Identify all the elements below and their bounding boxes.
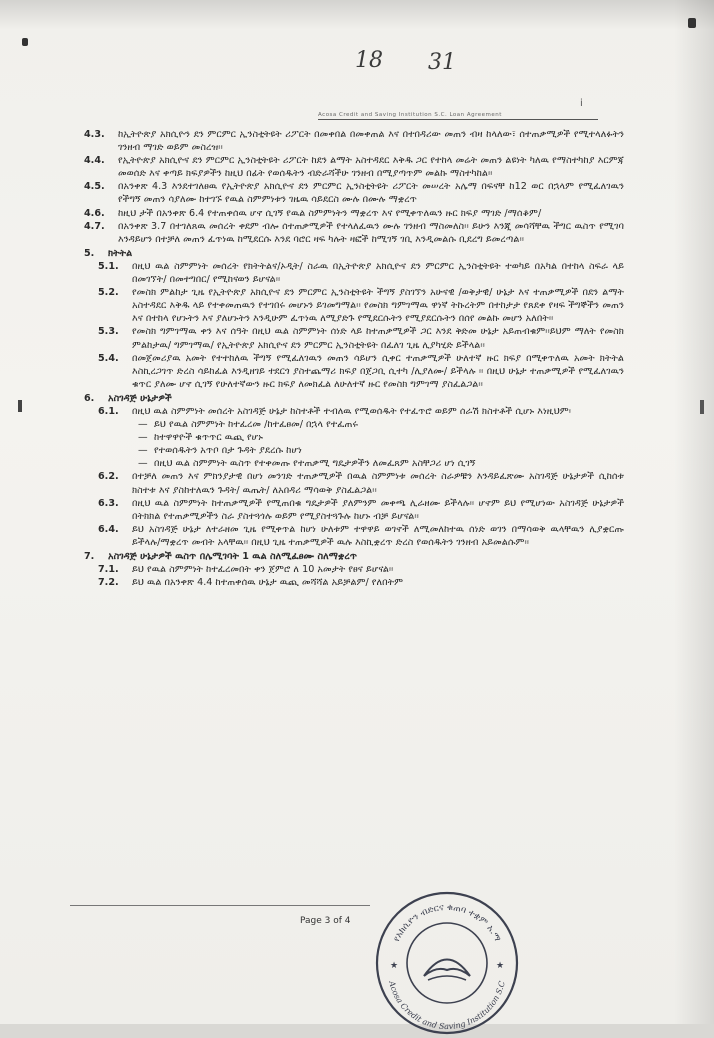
clause-text: በአንቀጽ 4.3 እንደተገለፀዉ የኢትዮጵያ አክሲዮና ደን ምርምር ኢንስቲትዩት ሪፖርት መሠረት አሌማ በፍናቸ ከ12 ወር በኋላም የሚፈለገዉን የችግኝ መጠን ሳያለሙ ከተገኙ የዉል ስምምነቱን ገዜዉ ሳይደርስ ሙሉ በሙሉ ማቋረጥ — [118, 181, 624, 206]
clause-number: 7.2. — [98, 577, 119, 589]
clause-text: የኢትዮጵያ አክሲዮና ደን ምርምር ኢንስቲትዩት ሪፖርት ከደን ልማት አስተዳደር እቅዱ ጋር የተከላ መሬት መጠን ልዩነት ካለዉ የማስተካከያ እርምጃ መወሰድ እና ቀጣይ ክፍያዎችን ከዚህ በፊት የወሰዱትን ብድራሻችሁ ገንዘብ በሚያጣጥም መልኩ ማስተካከል፡፡ — [118, 155, 624, 180]
clause-text: ከዚህ ታች በአንቀጽ 6.4 የተጠቀሰዉ ሆኖ ሲገኝ የዉል ስምምነትን ማቋረጥ እና የሚቀጥለዉን ዙር ክፍያ ማገድ /ማሰቆም/ — [118, 207, 542, 219]
bullet-text: በዚህ ዉል ስምምነት ዉስጥ የተቀመጡ የተጠቃሚ ግዴታዎችን ለመፈጸም አስቸጋሪ ሆነ ሲገኝ — [154, 458, 476, 470]
institution-stamp — [372, 888, 522, 1038]
section-5-heading — [84, 247, 624, 260]
section-number: 6. — [84, 392, 95, 404]
clause-4-3 — [84, 128, 624, 154]
section-title: አስገዳጅ ሁኔታዎች ዉስጥ በሌሚገባት 1 ዉል ስለሚፈፀሙ ስለማቋረጥ — [108, 551, 358, 562]
handwritten-number-left: 18 — [355, 48, 383, 73]
clause-number: 4.6. — [84, 207, 105, 219]
header-marker: i — [580, 98, 583, 109]
clause-list-4 — [84, 128, 624, 246]
bullet-item — [84, 457, 624, 470]
clause-text: ይህ ዉል በአንቀጽ 4.4 ከተጠቀሰዉ ሁኔታ ዉጪ መሻሻል አይቻልም/ የለበትም — [132, 577, 404, 589]
punch-mark — [688, 18, 696, 28]
clause-5-4 — [84, 352, 624, 391]
clause-text: ይህ የዉል ስምምነት ከተፈረመበት ቀን ጀምሮ ለ 10 አመታት የፀና ይሆናል፡፡ — [132, 564, 394, 576]
scan-shadow-top — [0, 0, 714, 30]
clause-text: የመስክ ግምገማዉ ቀን እና ሰዓት በዚህ ዉል ስምምነት ሰነድ ላይ ከተጠቃሚዎች ጋር እንደ ቅድመ ሁኔታ አይጠብቁም፡፡ይህም ማለት የመስክ ምልከታዉ/ ግምገማዉ/ የኢትዮጵያ አክሲዮና ደን ምርምር ኢንስቲትዩት በፈለገ ጊዜ ሊያካሂድ ይችላል፡፡ — [132, 326, 624, 351]
clause-list-7 — [84, 563, 624, 589]
bullet-list-6 — [84, 418, 624, 470]
clause-number: 5.3. — [98, 326, 119, 338]
dash-icon: — — [138, 432, 148, 444]
clause-6-4 — [84, 523, 624, 549]
footer-rule — [70, 905, 370, 906]
punch-mark — [700, 400, 704, 414]
clause-7-2 — [84, 576, 624, 589]
clause-number: 7.1. — [98, 564, 119, 576]
stamp-logo-wave-icon — [428, 976, 466, 980]
clause-list-5 — [84, 260, 624, 391]
clause-text: የመስክ ምልከታ ጊዜ የኢትዮጵያ አክሲዮና ደን ምርምር ኢንስቲትዩት ችግኝ ያስገኘን አሁናዊ /ወቅታዊ/ ሁኔታ እና ተጠቃሚዎች በደን ልማት አስተዳደር እቅዱ ላይ የተቀመጠዉን የተገበሩ መሆኑን ይገመግማል፡፡ የመስክ ግምገማዉ ዋነኛ ትኩረትም በተከታታ የጸደቀ የዛፍ ችግኞችን መጠን እና በተከላ የሆኑትን እና ያለሆኑትን እንዲሁም ፈጥነዉ ለሚያድጉ የሚደርሱትን የሚያደርሱትን በሰየ መልኩ መሆን አለበት፡፡ — [132, 287, 624, 325]
bullet-text: ከተዋዋዮች ቁጥጥር ዉጪ የሆኑ — [154, 432, 263, 444]
clause-5-2 — [84, 286, 624, 325]
clause-number: 5.2. — [98, 287, 119, 299]
stamp-logo-icon — [424, 960, 470, 977]
clause-text: በዚህ ዉል ስምምነት መሰረት የክትትልና/ኦዲት/ ስራዉ በኢትዮጵያ አክሲዮና ደን ምርምር ኢንስቲትዩት ተወካይ በአካል በተከላ ስፍራ ላይ በመገኘት/ በመተግበር/ የሚከናወን ይሆናል፡፡ — [132, 260, 624, 286]
clause-number: 5.4. — [98, 352, 119, 364]
section-number: 7. — [84, 551, 95, 562]
clause-number: 6.2. — [98, 471, 119, 483]
clause-4-7 — [84, 220, 624, 246]
bullet-item — [84, 418, 624, 431]
clause-number: 4.4. — [84, 155, 105, 167]
document-body — [84, 128, 624, 589]
clause-number: 6.3. — [98, 497, 119, 509]
clause-text: በዚህ ዉል ስምምነት ከተጠቃሚዎች የሚጠበቁ ግዴታዎች ያለምንም መቀጫ ሊራዘሙ ይችላሉ፡፡ ሆኖም ይህ የሚሆነው አስገዳጅ ሁኔታዎች በትክክል የተጠቃሚዎችን ስራ ያስተጓጎሉ ወይም የሚያስተጓጉሉ ከሆኑ ብቻ ይሆናል፡፡ — [132, 497, 624, 522]
clause-list-6b — [84, 470, 624, 549]
stamp-star-icon: ★ — [496, 961, 505, 971]
clause-6-3 — [84, 497, 624, 523]
clause-number: 4.3. — [84, 129, 105, 140]
clause-6-2 — [84, 470, 624, 496]
header-line: Acosa Credit and Saving Institution S.C. Loan Agreement — [318, 112, 598, 120]
clause-text: በተቻለ መጠን እና ምክንያታዊ በሆነ መንገድ ተጠቃሚዎች በዉል ስምምነቱ መሰረት ስራዎቹን እንዳይፈጽሙ አስገዳጅ ሁኔታዎች ሲከሰቱ ክስተቱ እና ያስከተለዉን ጉዳት/ ዉጤት/ ለአበዳሪ ማሳወቅ ያስፈልጋል፡፡ — [132, 471, 624, 496]
section-title: ክትትል — [108, 247, 133, 259]
bullet-item — [84, 431, 624, 444]
page-number: Page 3 of 4 — [300, 916, 351, 926]
clause-text: ከኢትዮጵያ አክሲዮን ደን ምርምር ኢንስቲትዩት ሪፖርት በመቀበል በመቀጠል እና በተበዳሪው መጠን ብዛ ከላለው፣ ሰተጠቃሚዎች የሚተላለፉትን ገንዘብ ማገድ ወይም መስረዝ፡፡ — [118, 129, 624, 154]
dash-icon: — — [138, 419, 148, 431]
dash-icon: — — [138, 445, 148, 457]
handwritten-number-right: 31 — [428, 50, 456, 75]
section-title: አስገዳጅ ሁኔታዎች — [108, 392, 172, 404]
punch-mark — [22, 38, 28, 46]
scan-shadow-right — [674, 0, 714, 1024]
clause-4-4 — [84, 154, 624, 180]
stamp-text-top: የአክሲዮን ብድርና ቁጠባ ተቋም አ.ማ — [391, 902, 503, 944]
clause-5-1 — [84, 260, 624, 286]
clause-number: 6.1. — [98, 405, 119, 417]
clause-6-1 — [84, 405, 624, 418]
clause-4-5 — [84, 180, 624, 206]
clause-number: 4.5. — [84, 181, 105, 193]
section-number: 5. — [84, 247, 95, 259]
bullet-text: የተወሰዱትን አጥቦ በታ ጉዳት ያደረሱ ከሆነ — [154, 445, 302, 457]
clause-number: 6.4. — [98, 523, 119, 535]
clause-number: 5.1. — [98, 260, 119, 272]
section-6-heading — [84, 392, 624, 405]
clause-text: በመጀመሪያዉ አመት የተተከለዉ ችግኝ የሚፈለገዉን መጠን ሳይሆን ሲቀር ተጠቃሚዎች ሁለተኛ ዙር ክፍያ በሚቀጥለዉ አመት ክትትል እስኪረጋገጥ ድረስ ሳይከፈል እንዲዘገይ ተደርጎ ያስተጨማሪ ክፍያ በጀጋቢ ሲተካ /ሊያለሙ/ ይችላሉ ፡፡ በዚህ ሁኔታ ተጠቃሚዎች የሚፈለገዉን ቁጥር ያለሙ ሆኖ ሲገኝ የሁለተኛውን ዙር ክፍያ ለመክፈል ለሁለተኛ ዙር የመስክ ግምገማ ያስፈልጋል፡፡ — [132, 352, 624, 390]
clause-4-6 — [84, 207, 624, 220]
bullet-item — [84, 444, 624, 457]
clause-number: 4.7. — [84, 220, 105, 232]
stamp-inner-ring — [407, 923, 487, 1003]
clause-text: በዚህ ዉል ስምምነት መሰረት አስገዳጅ ሁኔታ ከስተቶች ተብለዉ የሚወሰዱት የተፈጥሮ ወይም ሰራሽ ክስተቶች ሲሆኑ እነዚህም፡ — [132, 405, 571, 417]
punch-mark — [18, 400, 22, 412]
section-7-heading — [84, 550, 624, 563]
clause-5-3 — [84, 325, 624, 351]
clause-text: ይህ አስገዳጅ ሁኔታ ለተራዘመ ጊዜ የሚቀጥል ከሆነ ሁለቱም ተዋዋይ ወገኖች ለሚመለከተዉ ሰነድ ወገን በማሳወቅ ዉላቸዉን ሊያቋርጡ ይችላሉ/ማቋረጥ መብት አላቸዉ፡፡ በዚህ ጊዜ ተጠቃሚዎች ዉሉ እስኪቋረጥ ድረስ የወሰዱትን ገንዘብ አይመልሱም፡፡ — [132, 523, 624, 548]
clause-7-1 — [84, 563, 624, 576]
clause-text: በአንቀጽ 3.7 በተገለጸዉ መሰረት ቀደም ብሎ ሰተጠቃሚዎች የተላለፈዉን ሙሉ ገንዘብ ማስመለስ፡፡ ይሁን እንጂ መሳሻቸዉ ችግር ዉስጥ የሚገባ እንዳይሆን በተቻለ መጠን ፈጥነዉ ከሚደርሱ እንደ ባሮር ዛፍ ካሉት ዛፎች ከሚገኝ ገቢ እንዲመልሱ ቢደረግ ይመረጣል፡፡ — [118, 220, 624, 245]
bullet-text: ይህ የዉል ስምምነት ከተፈረመ /ከተፈፀመ/ በኋላ የተፈጠሩ — [154, 419, 358, 431]
stamp-text-bottom: Acosa Credit and Saving Institution S.C — [387, 980, 507, 1031]
dash-icon: — — [138, 458, 148, 470]
clause-list-6 — [84, 405, 624, 418]
stamp-star-icon: ★ — [390, 961, 399, 971]
